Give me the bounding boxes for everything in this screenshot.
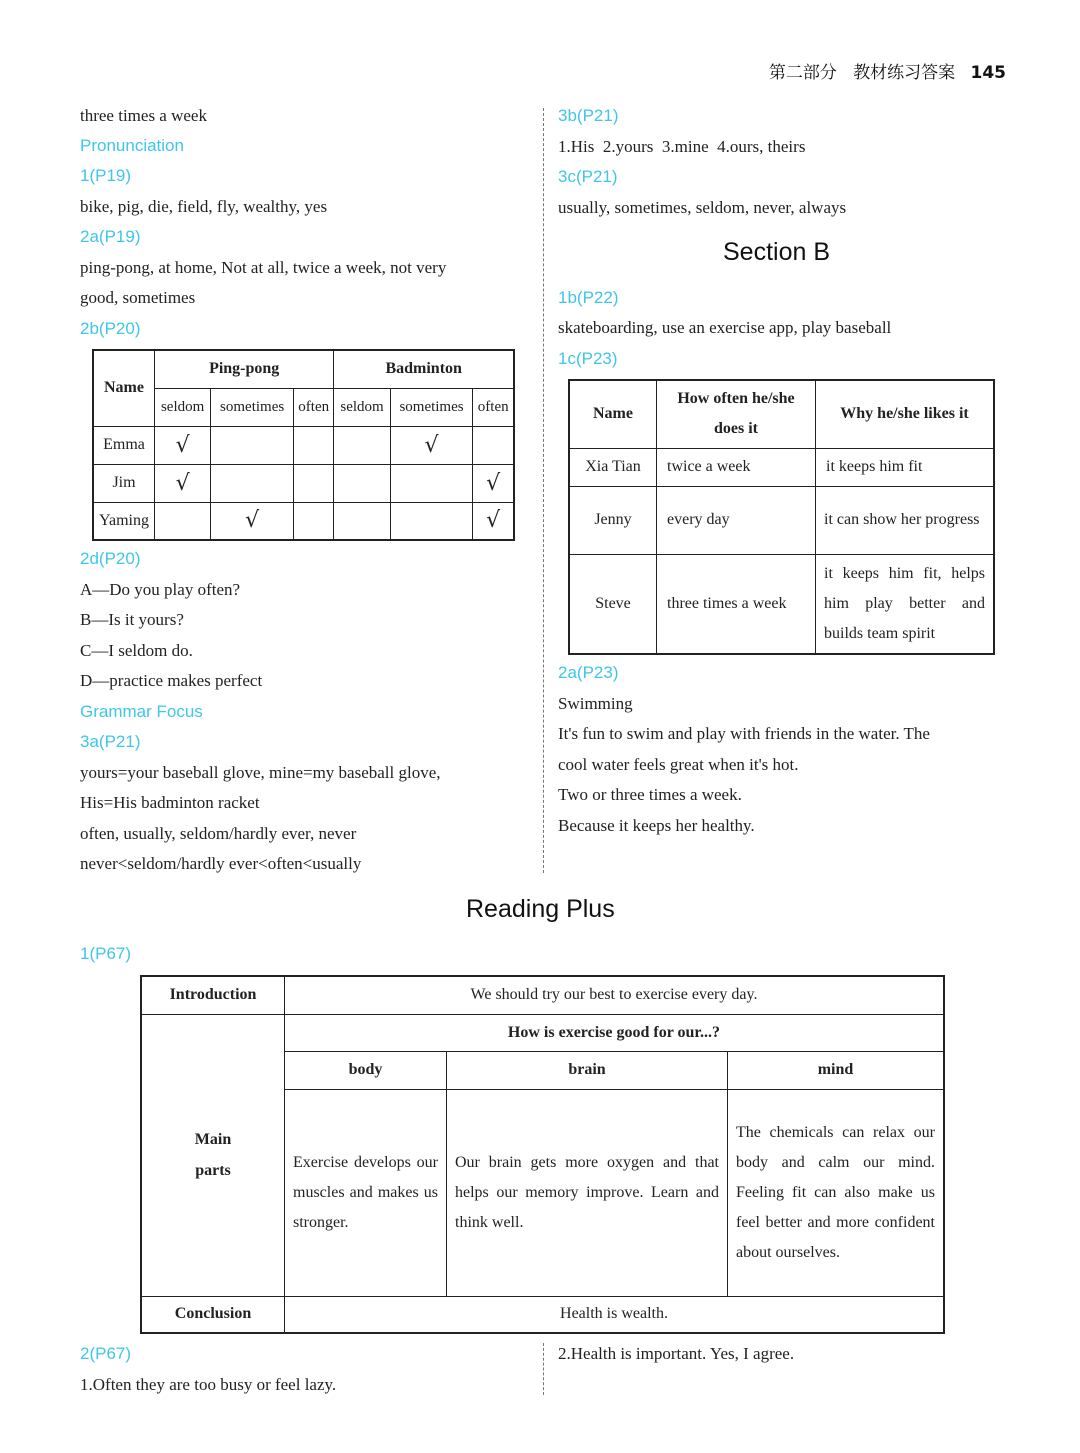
sub-header: seldom [334, 388, 390, 426]
answer-2-p67-left: 1.Often they are too busy or feel lazy. [80, 1375, 337, 1394]
row-often: twice a week [657, 448, 816, 486]
label-3a-p21: 3a(P21) [80, 732, 141, 751]
body-text: Exercise develops our muscles and makes us stronger. [285, 1089, 447, 1296]
col-body: body [285, 1051, 447, 1089]
label-2d-p20: 2d(P20) [80, 549, 141, 568]
column-divider-bottom [543, 1343, 544, 1395]
answer-2d: D—practice makes perfect [80, 671, 263, 690]
reading-plus-table [140, 975, 945, 1334]
tick-cell: √ [473, 464, 514, 502]
tick-cell [211, 426, 294, 464]
table-header-pingpong: Ping-pong [155, 350, 334, 388]
answer-3a: never<seldom/hardly ever<often<usually [80, 854, 362, 873]
answer-2a-p23: Swimming [558, 694, 633, 713]
label-2a-p19: 2a(P19) [80, 227, 141, 246]
label-1-p67: 1(P67) [80, 944, 132, 963]
tick-cell [294, 502, 334, 540]
header-section: 教材练习答案 [853, 63, 956, 83]
answer-3a: His=His badminton racket [80, 793, 260, 812]
label-3c-p21: 3c(P21) [558, 167, 618, 186]
row-name: Jenny [569, 486, 657, 554]
column-divider [543, 108, 544, 873]
answer-3b: 1.His 2.yours 3.mine 4.ours, theirs [558, 137, 806, 156]
answer-1-p19: bike, pig, die, field, fly, wealthy, yes [80, 197, 328, 216]
sub-header: often [294, 388, 334, 426]
row-why: it keeps him fit [816, 448, 995, 486]
mind-text: The chemicals can relax our body and calm our mind. Feeling fit can also make us feel better and more confident about ourselves. [728, 1089, 945, 1296]
main-parts-label [141, 1014, 285, 1296]
answer-2d: C—I seldom do. [80, 641, 193, 660]
reading-plus-title: Reading Plus [466, 895, 615, 923]
answer-2a-p19-line1: ping-pong, at home, Not at all, twice a week, not very [80, 258, 447, 277]
answer-2d: B—Is it yours? [80, 610, 184, 629]
grammar-focus-heading: Grammar Focus [80, 702, 203, 721]
exercise-reason-table [568, 379, 995, 655]
row-often: every day [657, 486, 816, 554]
answer-2a-p23: It's fun to swim and play with friends in the water. The [558, 724, 930, 743]
answer-2-p67-right: 2.Health is important. Yes, I agree. [558, 1344, 795, 1363]
conclusion-text: Health is wealth. [285, 1296, 945, 1333]
left-line1: three times a week [80, 106, 207, 125]
table-header-name: Name [93, 350, 155, 426]
tick-cell: √ [390, 426, 473, 464]
tick-cell [473, 426, 514, 464]
row-name: Emma [93, 426, 155, 464]
answer-2a-p23: Two or three times a week. [558, 785, 742, 804]
sub-header: sometimes [390, 388, 473, 426]
label-3b-p21: 3b(P21) [558, 106, 619, 125]
introduction-label: Introduction [141, 976, 285, 1014]
header-how-often: How often he/she does it [657, 380, 816, 448]
answer-3a: often, usually, seldom/hardly ever, never [80, 824, 357, 843]
sub-header: seldom [155, 388, 211, 426]
tick-cell: √ [211, 502, 294, 540]
brain-text: Our brain gets more oxygen and that helps our memory improve. Learn and think well. [447, 1089, 728, 1296]
tick-cell [390, 502, 473, 540]
label-2a-p23: 2a(P23) [558, 663, 619, 682]
section-b-title: Section B [723, 238, 831, 266]
sub-header: sometimes [211, 388, 294, 426]
header-why: Why he/she likes it [816, 380, 995, 448]
page-header [769, 58, 1006, 83]
tick-cell [334, 464, 390, 502]
row-why: it can show her progress [816, 486, 995, 554]
conclusion-label: Conclusion [141, 1296, 285, 1333]
answer-2a-p23: Because it keeps her healthy. [558, 816, 755, 835]
tick-cell: √ [155, 464, 211, 502]
row-often: three times a week [657, 554, 816, 654]
sub-header: often [473, 388, 514, 426]
row-why: it keeps him fit, helps him play better and builds team spirit [816, 554, 995, 654]
col-brain: brain [447, 1051, 728, 1089]
question-header: How is exercise good for our...? [285, 1014, 945, 1051]
answer-2a-p19-line2: good, sometimes [80, 288, 196, 307]
answer-2a-p23: cool water feels great when it's hot. [558, 755, 799, 774]
label-2-p67: 2(P67) [80, 1344, 132, 1363]
label-2b-p20: 2b(P20) [80, 319, 141, 338]
tick-cell [294, 464, 334, 502]
answer-3c: usually, sometimes, seldom, never, always [558, 198, 847, 217]
pronunciation-heading: Pronunciation [80, 136, 184, 155]
tick-cell: √ [155, 426, 211, 464]
row-name: Xia Tian [569, 448, 657, 486]
label-1-p19: 1(P19) [80, 166, 132, 185]
label-1b-p22: 1b(P22) [558, 288, 619, 307]
introduction-text: We should try our best to exercise every day. [285, 976, 945, 1014]
row-name: Steve [569, 554, 657, 654]
table-header-badminton: Badminton [334, 350, 514, 388]
tick-cell [211, 464, 294, 502]
tick-cell: √ [473, 502, 514, 540]
col-mind: mind [728, 1051, 945, 1089]
page-number: 145 [970, 63, 1006, 83]
answer-3a: yours=your baseball glove, mine=my baseball glove, [80, 763, 441, 782]
sports-frequency-table [92, 349, 515, 541]
main-parts-text: Main parts [194, 1131, 232, 1179]
answer-1b: skateboarding, use an exercise app, play baseball [558, 318, 892, 337]
header-part: 第二部分 [768, 63, 837, 83]
tick-cell [390, 464, 473, 502]
tick-cell [294, 426, 334, 464]
row-name: Jim [93, 464, 155, 502]
tick-cell [155, 502, 211, 540]
header-name: Name [569, 380, 657, 448]
tick-cell [334, 502, 390, 540]
label-1c-p23: 1c(P23) [558, 349, 618, 368]
answer-2d: A—Do you play often? [80, 580, 241, 599]
tick-cell [334, 426, 390, 464]
row-name: Yaming [93, 502, 155, 540]
